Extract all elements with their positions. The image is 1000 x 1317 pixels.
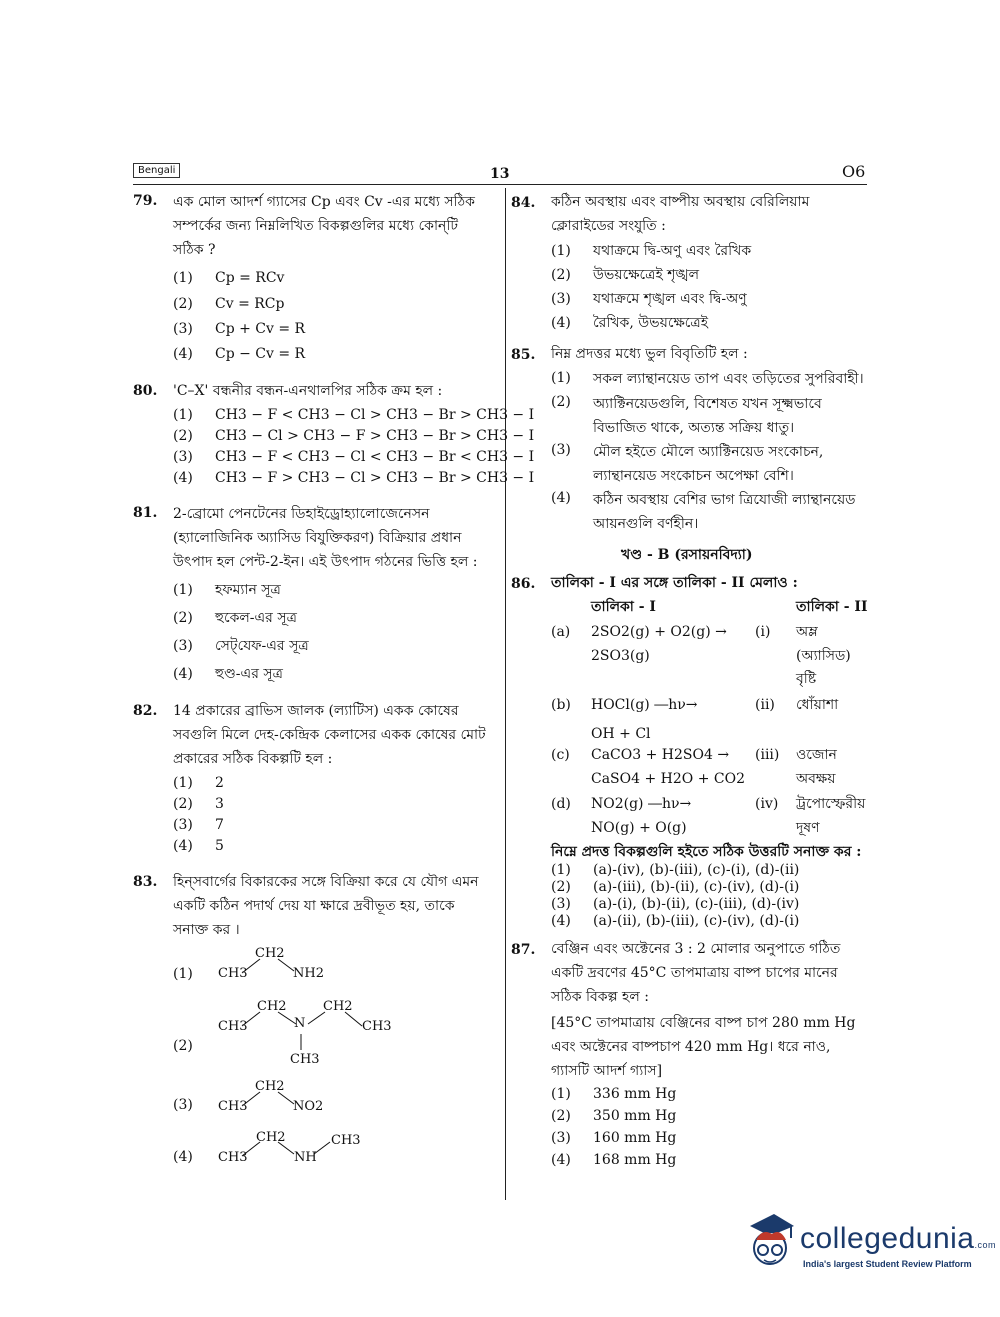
question-text: 14 প্রকারের ব্রাভিস জালক (ল্যাটিস) একক কোষের সবগুলি মিলে দেহ-কেন্দ্রিক কেলাসের একক কোষের মোট প্রকারের সঠিক বিকল্পটি হল : xyxy=(173,703,486,767)
chem-group: NO2 xyxy=(293,1099,324,1114)
row-label: (iii) xyxy=(755,747,780,763)
question-number: 79. xyxy=(133,193,158,209)
list-item: ওজোন xyxy=(796,747,837,763)
option: (4) কঠিন অবস্থায় বেশির ভাগ ত্রিযোজী ল্যান্থানয়েড আয়নগুলি বর্ণহীন। xyxy=(551,490,856,532)
option: (1) সকল ল্যান্থানয়েড তাপ এবং তড়িতের সুপরিবাহী। xyxy=(551,370,864,387)
equation: NO(g) + O(g) xyxy=(591,820,687,836)
list-heading: তালিকা - I xyxy=(591,599,656,615)
option-number: (3) xyxy=(173,1097,193,1113)
chem-group: CH2 xyxy=(255,1079,285,1094)
equation: CaCO3 + H2SO4 → xyxy=(591,747,730,763)
option: (2) 3 xyxy=(173,796,224,812)
row-label: (ii) xyxy=(755,697,775,713)
chem-group: CH2 xyxy=(256,1130,286,1145)
option-number: (2) xyxy=(173,1038,193,1054)
chem-group: CH3 xyxy=(331,1133,361,1148)
question-text: হিন্‌সবার্গের বিকারকের সঙ্গে বিক্রিয়া করে যে যৌগ এমন একটি কঠিন পদার্থ দেয় যা ক্ষারে দ্রবীভূত হয়, তাকে সনাক্ত কর । xyxy=(173,874,479,938)
question-prompt: নিম্নে প্রদত্ত বিকল্পগুলি হইতে সঠিক উত্তরটি সনাক্ত কর : xyxy=(551,844,862,860)
question-number: 82. xyxy=(133,703,158,719)
row-label: (i) xyxy=(755,624,771,640)
option: (3) 160 mm Hg xyxy=(551,1130,677,1146)
question-number: 85. xyxy=(511,347,536,363)
row-label: (c) xyxy=(551,747,570,763)
chem-group: CH3 xyxy=(362,1019,392,1034)
question-number: 86. xyxy=(511,576,536,592)
logo-wordmark: collegedunia.com xyxy=(800,1222,996,1255)
option: (1) CH3 − F < CH3 − Cl > CH3 − Br > CH3 − I xyxy=(173,407,535,423)
option: (4) হুণ্ড-এর সূত্র xyxy=(173,666,283,682)
option: (4) 168 mm Hg xyxy=(551,1152,677,1168)
option-number: (4) xyxy=(173,1149,193,1165)
option: (1) Cp = RCv xyxy=(173,270,285,286)
equation: 2SO3(g) xyxy=(591,648,650,664)
page-number: 13 xyxy=(490,166,510,182)
question-text: 2-ব্রোমো পেনটেনের ডিহাইড্রোহ্যালোজেনেসন (হ্যালোজিনিক অ্যাসিড বিযুক্তিকরণ) বিক্রিয়ার প্রধান উৎপাদ হল পেন্ট-2-ইন। এই উৎপাদ গঠনের ভিত্তি হল : xyxy=(173,506,478,570)
question-number: 87. xyxy=(511,942,536,958)
chem-group: CH3 xyxy=(290,1052,320,1067)
chem-group: CH3 xyxy=(218,1019,248,1034)
option: (2) হুকেল-এর সূত্র xyxy=(173,610,297,626)
option: (2) 350 mm Hg xyxy=(551,1108,677,1124)
option: (3) যথাক্রমে শৃঙ্খল এবং দ্বি-অণু xyxy=(551,291,747,307)
question-number: 83. xyxy=(133,874,158,890)
option: (3) মৌল হইতে মৌলে অ্যাক্টিনয়েড সংকোচন, ল্যান্থানয়েড সংকোচন অপেক্ষা বেশি। xyxy=(551,442,824,484)
option: (1) (a)-(iv), (b)-(iii), (c)-(i), (d)-(ii) xyxy=(551,862,800,878)
option: (3) 7 xyxy=(173,817,224,833)
option: (1) হফম্যান সূত্র xyxy=(173,582,281,598)
paper-code: O6 xyxy=(842,162,866,181)
chem-group: CH3 xyxy=(218,1099,248,1114)
chem-group: CH2 xyxy=(255,946,285,961)
chem-group: CH3 xyxy=(218,1150,248,1165)
list-item: বৃষ্টি xyxy=(796,671,817,687)
chem-group: NH xyxy=(294,1150,317,1165)
question-text: কঠিন অবস্থায় এবং বাষ্পীয় অবস্থায় বেরিলিয়াম ক্লোরাইডের সংযুতি : xyxy=(551,194,810,234)
list-item: অম্ল xyxy=(796,624,818,640)
header-rule xyxy=(133,184,867,185)
section-title: খণ্ড - B (রসায়নবিদ্যা) xyxy=(621,547,753,563)
chem-atom: N xyxy=(294,1016,306,1031)
question-text: 'C–X' বন্ধনীর বন্ধন-এনথালপির সঠিক ক্রম হল : xyxy=(173,383,443,399)
option: (3) CH3 − F < CH3 − Cl < CH3 − Br < CH3 − I xyxy=(173,449,535,465)
list-heading: তালিকা - II xyxy=(796,599,868,615)
chem-group: CH3 xyxy=(218,966,248,981)
option: (4) CH3 − F > CH3 − Cl > CH3 − Br > CH3 − I xyxy=(173,470,535,486)
option: (3) Cp + Cv = R xyxy=(173,321,306,337)
list-item: দূষণ xyxy=(796,820,820,836)
equation: OH + Cl xyxy=(591,726,651,742)
chem-group: CH2 xyxy=(323,999,353,1014)
row-label: (iv) xyxy=(755,796,779,812)
option: (4) (a)-(ii), (b)-(iii), (c)-(iv), (d)-(i) xyxy=(551,913,800,929)
option: (4) রৈখিক, উভয়ক্ষেত্রেই xyxy=(551,315,709,331)
list-item: (অ্যাসিড) xyxy=(796,648,851,664)
equation: 2SO2(g) + O2(g) → xyxy=(591,624,727,640)
equation: HOCl(g) ―hν→ xyxy=(591,697,698,713)
collegedunia-logo-icon xyxy=(740,1212,798,1274)
list-item: অবক্ষয় xyxy=(796,771,836,787)
chem-group: CH2 xyxy=(257,999,287,1014)
equation: CaSO4 + H2O + CO2 xyxy=(591,771,745,787)
option: (4) 5 xyxy=(173,838,224,854)
option: (2) Cv = RCp xyxy=(173,296,285,312)
question-text: তালিকা - I এর সঙ্গে তালিকা - II মেলাও : xyxy=(551,575,798,591)
option-number: (1) xyxy=(173,966,193,982)
column-divider xyxy=(505,188,506,1200)
chem-group: NH2 xyxy=(293,966,324,981)
list-item: ট্রপোস্ফেরীয় xyxy=(796,796,866,812)
option: (1) যথাক্রমে দ্বি-অণু এবং রৈখিক xyxy=(551,243,752,259)
option: (2) (a)-(iii), (b)-(ii), (c)-(iv), (d)-(i) xyxy=(551,879,800,895)
question-number: 84. xyxy=(511,195,536,211)
question-number: 81. xyxy=(133,505,158,521)
option: (2) উভয়ক্ষেত্রেই শৃঙ্খল xyxy=(551,267,700,283)
question-text: এক মোল আদর্শ গ্যাসের Cp এবং Cv -এর মধ্যে সঠিক সম্পর্কের জন্য নিম্নলিখিত বিকল্পগুলির মধ্যে কোন্‌টি সঠিক ? xyxy=(173,194,475,258)
question-note: [45°C তাপমাত্রায় বেঞ্জিনের বাষ্প চাপ 280 mm Hg এবং অক্টেনের বাষ্পচাপ 420 mm Hg। ধরে নাও, গ্যাসটি আদর্শ গ্যাস] xyxy=(551,1015,856,1079)
option: (2) অ্যাক্টিনয়েডগুলি, বিশেষত যখন সূক্ষ্মভাবে বিভাজিত থাকে, অত্যন্ত সক্রিয় ধাতু। xyxy=(551,394,822,436)
option: (2) CH3 − Cl > CH3 − F > CH3 − Br > CH3 − I xyxy=(173,428,535,444)
option: (1) 336 mm Hg xyxy=(551,1086,677,1102)
language-tag: Bengali xyxy=(133,163,180,178)
logo-tagline: India's largest Student Review Platform xyxy=(803,1259,972,1269)
option: (3) (a)-(i), (b)-(ii), (c)-(iii), (d)-(iv) xyxy=(551,896,800,912)
option: (1) 2 xyxy=(173,775,224,791)
row-label: (b) xyxy=(551,697,571,713)
row-label: (a) xyxy=(551,624,571,640)
option: (3) সেট্‌যেফ-এর সূত্র xyxy=(173,638,309,654)
list-item: ধোঁয়াশা xyxy=(796,697,839,713)
question-text: নিম্ন প্রদত্তর মধ্যে ভুল বিবৃতিটি হল : xyxy=(551,346,748,362)
equation: NO2(g) ―hν→ xyxy=(591,796,692,812)
question-number: 80. xyxy=(133,383,158,399)
option: (4) Cp − Cv = R xyxy=(173,346,306,362)
row-label: (d) xyxy=(551,796,571,812)
question-text: বেঞ্জিন এবং অক্টেনের 3 : 2 মোলার অনুপাতে গঠিত একটি দ্রবণের 45°C তাপমাত্রায় বাষ্প চাপের মানের সঠিক বিকল্প হল : xyxy=(551,941,841,1005)
